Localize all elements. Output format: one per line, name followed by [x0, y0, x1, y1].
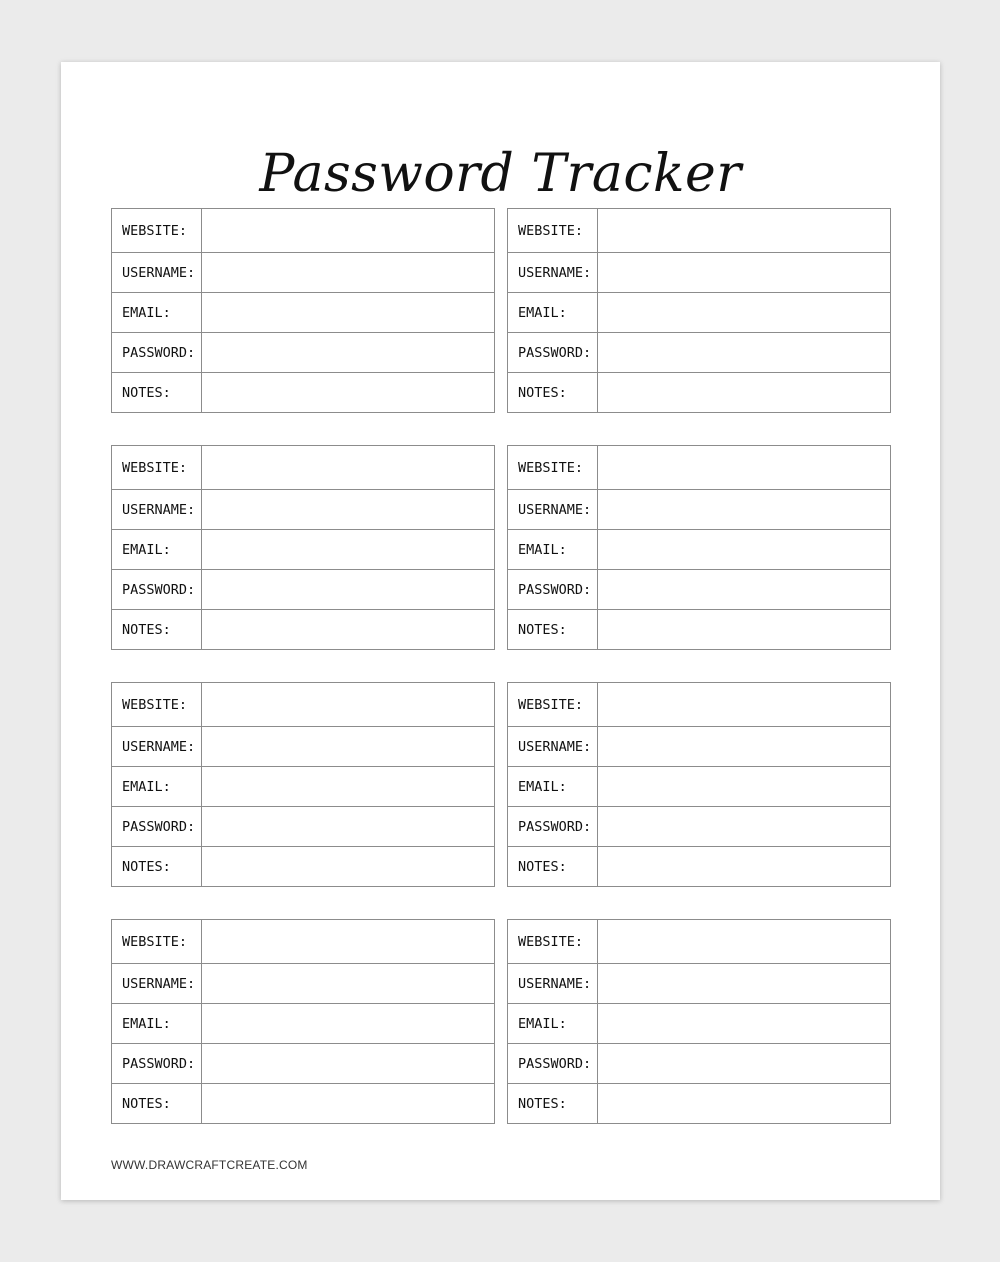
password-row	[508, 332, 890, 372]
notes-row	[112, 609, 494, 649]
password-label: PASSWORD:	[112, 807, 202, 846]
website-label: WEBSITE:	[508, 209, 598, 252]
email-row	[112, 1003, 494, 1043]
notes-field[interactable]	[202, 1084, 494, 1123]
email-field[interactable]	[598, 293, 890, 332]
email-field[interactable]	[202, 767, 494, 806]
email-row	[112, 529, 494, 569]
password-row	[508, 1043, 890, 1083]
email-label: EMAIL:	[112, 293, 202, 332]
password-field[interactable]	[202, 807, 494, 846]
website-field[interactable]	[598, 920, 890, 963]
username-field[interactable]	[202, 964, 494, 1003]
notes-row	[112, 372, 494, 412]
email-label: EMAIL:	[508, 530, 598, 569]
username-field[interactable]	[202, 490, 494, 529]
username-label: USERNAME:	[508, 490, 598, 529]
website-label: WEBSITE:	[112, 683, 202, 726]
username-label: USERNAME:	[112, 964, 202, 1003]
password-field[interactable]	[202, 1044, 494, 1083]
password-label: PASSWORD:	[508, 333, 598, 372]
website-field[interactable]	[202, 446, 494, 489]
password-entry-card	[507, 208, 891, 413]
website-row	[508, 446, 890, 489]
email-row	[508, 529, 890, 569]
username-row	[112, 963, 494, 1003]
notes-label: NOTES:	[508, 847, 598, 886]
footer-url: WWW.DRAWCRAFTCREATE.COM	[111, 1158, 308, 1172]
email-row	[508, 1003, 890, 1043]
password-entry-card	[111, 208, 495, 413]
website-field[interactable]	[202, 920, 494, 963]
username-row	[112, 489, 494, 529]
password-field[interactable]	[598, 1044, 890, 1083]
notes-field[interactable]	[202, 373, 494, 412]
email-field[interactable]	[202, 1004, 494, 1043]
notes-row	[508, 846, 890, 886]
password-label: PASSWORD:	[112, 570, 202, 609]
password-label: PASSWORD:	[508, 1044, 598, 1083]
email-row	[112, 292, 494, 332]
email-field[interactable]	[598, 1004, 890, 1043]
notes-row	[508, 1083, 890, 1123]
notes-field[interactable]	[598, 610, 890, 649]
notes-row	[508, 372, 890, 412]
website-row	[508, 683, 890, 726]
password-field[interactable]	[598, 807, 890, 846]
password-row	[508, 569, 890, 609]
website-label: WEBSITE:	[112, 209, 202, 252]
password-row	[112, 332, 494, 372]
website-row	[508, 209, 890, 252]
password-field[interactable]	[202, 333, 494, 372]
notes-field[interactable]	[202, 847, 494, 886]
password-entry-card	[507, 445, 891, 650]
password-label: PASSWORD:	[508, 807, 598, 846]
website-label: WEBSITE:	[112, 446, 202, 489]
email-row	[508, 766, 890, 806]
notes-row	[112, 846, 494, 886]
notes-label: NOTES:	[112, 373, 202, 412]
password-label: PASSWORD:	[508, 570, 598, 609]
username-field[interactable]	[202, 727, 494, 766]
notes-row	[112, 1083, 494, 1123]
password-entry-card	[507, 919, 891, 1124]
password-entry-card	[111, 445, 495, 650]
website-label: WEBSITE:	[112, 920, 202, 963]
username-label: USERNAME:	[508, 727, 598, 766]
website-label: WEBSITE:	[508, 683, 598, 726]
email-label: EMAIL:	[508, 1004, 598, 1043]
email-label: EMAIL:	[112, 767, 202, 806]
notes-field[interactable]	[598, 847, 890, 886]
notes-label: NOTES:	[112, 847, 202, 886]
password-row	[112, 1043, 494, 1083]
email-field[interactable]	[202, 530, 494, 569]
email-label: EMAIL:	[508, 767, 598, 806]
username-label: USERNAME:	[508, 253, 598, 292]
notes-row	[508, 609, 890, 649]
password-entry-card	[507, 682, 891, 887]
notes-label: NOTES:	[508, 373, 598, 412]
username-row	[112, 252, 494, 292]
website-row	[112, 446, 494, 489]
website-label: WEBSITE:	[508, 446, 598, 489]
notes-field[interactable]	[202, 610, 494, 649]
password-label: PASSWORD:	[112, 1044, 202, 1083]
password-field[interactable]	[202, 570, 494, 609]
notes-label: NOTES:	[112, 1084, 202, 1123]
email-row	[508, 292, 890, 332]
website-row	[112, 920, 494, 963]
website-row	[508, 920, 890, 963]
website-field[interactable]	[598, 209, 890, 252]
username-field[interactable]	[598, 727, 890, 766]
website-row	[112, 209, 494, 252]
username-label: USERNAME:	[112, 490, 202, 529]
username-field[interactable]	[598, 964, 890, 1003]
website-field[interactable]	[202, 209, 494, 252]
username-field[interactable]	[598, 253, 890, 292]
username-row	[508, 726, 890, 766]
password-field[interactable]	[598, 570, 890, 609]
email-field[interactable]	[202, 293, 494, 332]
password-label: PASSWORD:	[112, 333, 202, 372]
password-entry-card	[111, 682, 495, 887]
email-label: EMAIL:	[112, 530, 202, 569]
username-row	[508, 489, 890, 529]
email-field[interactable]	[598, 530, 890, 569]
website-field[interactable]	[598, 683, 890, 726]
email-row	[112, 766, 494, 806]
username-field[interactable]	[202, 253, 494, 292]
username-label: USERNAME:	[508, 964, 598, 1003]
username-row	[508, 963, 890, 1003]
notes-label: NOTES:	[508, 1084, 598, 1123]
password-row	[112, 569, 494, 609]
username-label: USERNAME:	[112, 727, 202, 766]
password-entry-card	[111, 919, 495, 1124]
username-label: USERNAME:	[112, 253, 202, 292]
website-field[interactable]	[598, 446, 890, 489]
website-label: WEBSITE:	[508, 920, 598, 963]
email-label: EMAIL:	[112, 1004, 202, 1043]
website-row	[112, 683, 494, 726]
website-field[interactable]	[202, 683, 494, 726]
username-field[interactable]	[598, 490, 890, 529]
username-row	[508, 252, 890, 292]
notes-label: NOTES:	[508, 610, 598, 649]
password-row	[508, 806, 890, 846]
notes-field[interactable]	[598, 373, 890, 412]
page-title: Password Tracker	[259, 144, 742, 204]
password-row	[112, 806, 494, 846]
username-row	[112, 726, 494, 766]
notes-field[interactable]	[598, 1084, 890, 1123]
email-field[interactable]	[598, 767, 890, 806]
password-field[interactable]	[598, 333, 890, 372]
email-label: EMAIL:	[508, 293, 598, 332]
notes-label: NOTES:	[112, 610, 202, 649]
